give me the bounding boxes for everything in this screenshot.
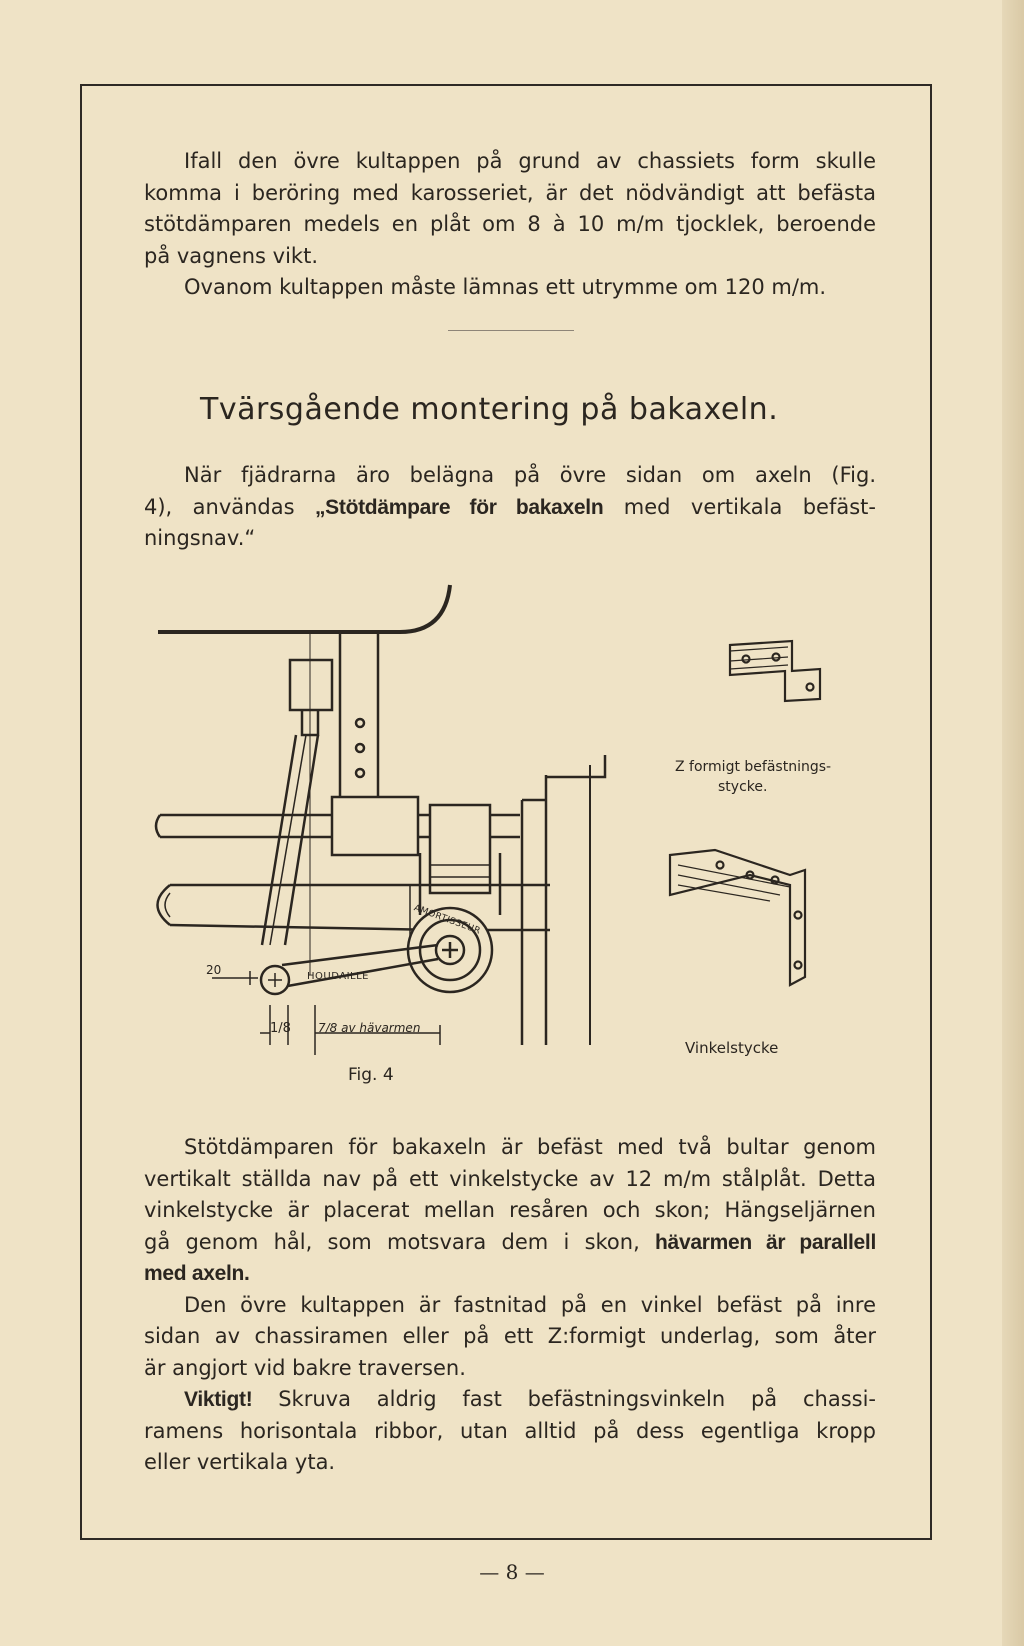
angle-bracket-drawing — [670, 850, 805, 985]
bold-text: hävarmen är parallell — [655, 1230, 876, 1254]
figure-4 — [150, 575, 890, 1095]
text-line: komma i beröring med karosseriet, är det nödvändigt att befästa — [144, 180, 876, 205]
spring-eye — [158, 885, 171, 925]
frame-bracket — [340, 632, 378, 800]
paper-edge — [1002, 0, 1024, 1646]
text-line: är angjort vid bakre traversen. — [144, 1355, 466, 1380]
text-line — [144, 1227, 876, 1259]
angle-bracket-label: Vinkelstycke — [685, 1039, 779, 1057]
brand-amortisseur: AMORTISSEUR — [412, 903, 482, 937]
body-paragraphs — [144, 1132, 876, 1479]
text-line: stötdämparen medels en plåt om 8 à 10 m/m tjocklek, beroende — [144, 212, 876, 236]
bracket-top — [546, 755, 605, 777]
text-segment: med vertikala befäst- — [603, 494, 876, 519]
text-line — [144, 1384, 876, 1416]
leaf-spring — [170, 885, 550, 930]
section-divider — [448, 330, 574, 331]
mounting-paragraph — [144, 460, 876, 555]
bolt-hole — [356, 744, 364, 752]
vertical-hub — [430, 805, 490, 893]
text-segment: gå genom hål, som motsvara dem i skon, — [144, 1229, 656, 1254]
z-bracket-label-line2: stycke. — [718, 779, 768, 795]
page-number: — 8 — — [479, 1560, 545, 1584]
text-line: vinkelstycke är placerat mellan resåren och skon; Hängseljärnen — [144, 1198, 876, 1222]
bolt-hole — [356, 719, 364, 727]
text-line — [144, 492, 876, 524]
dimension-fraction-1-8: 1/8 — [270, 1021, 291, 1036]
text-line: Den övre kultappen är fastnitad på en vinkel befäst på inre — [184, 1292, 876, 1317]
text-line: ningsnav.“ — [144, 526, 256, 550]
spring-eye-inner — [165, 893, 170, 917]
chassis-frame-line — [158, 585, 450, 632]
text-line: på vagnens vikt. — [144, 243, 318, 268]
text-line: Ifall den övre kultappen på grund av chassiets form skulle — [184, 149, 876, 173]
text-line: Stötdämparen för bakaxeln är befäst med två bultar genom — [184, 1135, 876, 1159]
text-segment: Skruva aldrig fast befästningsvinkeln på chassi- — [252, 1387, 876, 1411]
bold-line: med axeln. — [144, 1262, 250, 1285]
dimension-fraction-7-8: 7/8 av hävarmen — [318, 1021, 421, 1035]
intro-paragraph — [144, 146, 876, 304]
section-heading: Tvärsgående montering på bakaxeln. — [200, 392, 779, 427]
mounting-diagram — [150, 575, 890, 1095]
bold-product-name: „Stötdämpare för bakaxeln — [314, 495, 604, 519]
z-bracket-drawing — [730, 641, 820, 701]
text-line: eller vertikala yta. — [144, 1450, 336, 1474]
warning-label: Viktigt! — [184, 1388, 253, 1411]
space-note: Ovanom kultappen måste lämnas ett utrymme om 120 m/m. — [184, 275, 827, 299]
dimension-label-20: 20 — [206, 963, 222, 977]
z-bracket-label-line1: Z formigt befästnings- — [675, 759, 832, 775]
axle-clamp-block — [332, 797, 418, 855]
text-line: vertikalt ställda nav på ett vinkelstycke av 12 m/m stålplåt. Detta — [144, 1166, 876, 1191]
text-segment: 4), användas — [144, 494, 315, 519]
angle-bracket — [522, 775, 546, 1045]
bolt-hole — [356, 769, 364, 777]
figure-caption: Fig. 4 — [348, 1065, 394, 1085]
brand-houdaille: HOUDAILLE — [307, 971, 369, 982]
text-line: sidan av chassiramen eller på ett Z:formigt underlag, som åter — [144, 1324, 876, 1348]
axle-bar-end — [156, 815, 160, 837]
upper-ball-joint — [290, 660, 332, 710]
text-line: När fjädrarna äro belägna på övre sidan om axeln (Fig. — [184, 463, 876, 487]
text-line: ramens horisontala ribbor, utan alltid på dess egentliga kropp — [144, 1418, 876, 1443]
